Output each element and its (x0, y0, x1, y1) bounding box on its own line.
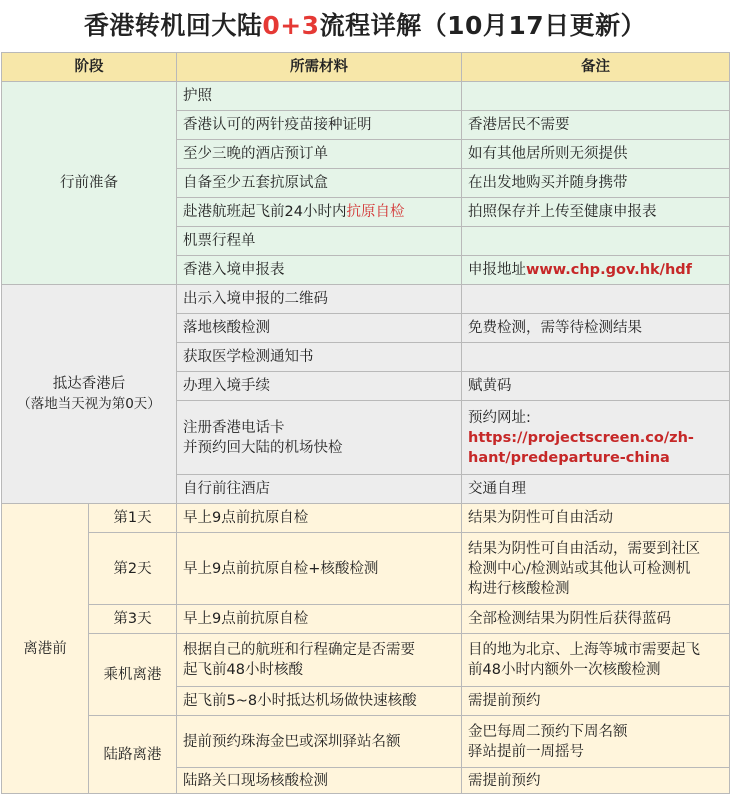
table-row (2, 504, 730, 533)
process-table (1, 52, 730, 794)
note-line: 检测中心/检测站或其他认可检测机 (468, 560, 691, 577)
table-row (2, 533, 730, 605)
note-cell: 香港居民不需要 (462, 111, 730, 140)
note-cell: 在出发地购买并随身携带 (462, 169, 730, 198)
note-cell: 交通自理 (462, 475, 730, 504)
note-cell: 结果为阴性可自由活动 (462, 504, 730, 533)
material-cell: 提前预约珠海金巴或深圳驿站名额 (177, 716, 462, 768)
note-cell (462, 82, 730, 111)
title-highlight: 0+3 (262, 11, 320, 40)
material-line: 起飞前48小时核酸 (183, 662, 303, 678)
material-cell: 早上9点前抗原自检+核酸检测 (177, 533, 462, 605)
material-line: 根据自己的航班和行程确定是否需要 (183, 642, 415, 658)
table-row (2, 605, 730, 634)
note-cell (462, 634, 730, 687)
material-cell: 早上9点前抗原自检 (177, 504, 462, 533)
note-cell: 全部检测结果为阴性后获得蓝码 (462, 605, 730, 634)
sub-stage-day1: 第1天 (89, 504, 177, 533)
sub-stage-day2: 第2天 (89, 533, 177, 605)
table-row (2, 82, 730, 111)
title-prefix: 香港转机回大陆 (83, 11, 263, 40)
table-row (2, 634, 730, 687)
hdf-link[interactable]: www.chp.gov.hk/hdf (526, 262, 692, 278)
header-materials: 所需材料 (177, 53, 462, 82)
header-stage: 阶段 (2, 53, 177, 82)
note-cell (462, 716, 730, 768)
note-line: 预约网址: (468, 409, 531, 426)
note-line: 金巴每周二预约下周名额 (468, 723, 628, 740)
material-cell: 起飞前5~8小时抵达机场做快速核酸 (177, 687, 462, 716)
material-cell: 获取医学检测通知书 (177, 343, 462, 372)
material-cell: 至少三晚的酒店预订单 (177, 140, 462, 169)
note-cell: 免费检测，需等待检测结果 (462, 314, 730, 343)
note-cell (462, 401, 730, 475)
material-cell: 自行前往酒店 (177, 475, 462, 504)
material-line: 注册香港电话卡 (183, 419, 285, 436)
material-cell: 香港认可的两针疫苗接种证明 (177, 111, 462, 140)
prebooking-link[interactable]: https://projectscreen.co/zh- (468, 429, 694, 446)
sub-stage-air: 乘机离港 (89, 634, 177, 716)
note-line: 驿站提前一周摇号 (468, 743, 584, 760)
note-cell (462, 256, 730, 285)
stage-before-departure: 离港前 (2, 504, 89, 794)
material-text: 赴港航班起飞前24小时内 (183, 204, 347, 220)
note-cell: 赋黄码 (462, 372, 730, 401)
material-cell: 机票行程单 (177, 227, 462, 256)
stage-pre-departure: 行前准备 (2, 82, 177, 285)
stage-arrival-title: 抵达香港后 (52, 376, 126, 392)
note-line: 结果为阴性可自由活动，需要到社区 (468, 540, 700, 557)
material-cell (177, 634, 462, 687)
note-cell: 需提前预约 (462, 687, 730, 716)
material-cell: 陆路关口现场核酸检测 (177, 768, 462, 794)
note-line: 目的地为北京、上海等城市需要起飞 (468, 642, 700, 658)
note-text: 申报地址 (468, 262, 526, 278)
note-cell (462, 285, 730, 314)
note-cell: 如有其他居所则无须提供 (462, 140, 730, 169)
page-title (0, 0, 730, 52)
material-cell: 出示入境申报的二维码 (177, 285, 462, 314)
sub-stage-day3: 第3天 (89, 605, 177, 634)
material-cell: 护照 (177, 82, 462, 111)
material-cell: 自备至少五套抗原试盒 (177, 169, 462, 198)
sub-stage-land: 陆路离港 (89, 716, 177, 794)
note-cell (462, 227, 730, 256)
header-notes: 备注 (462, 53, 730, 82)
table-row (2, 285, 730, 314)
stage-arrival-note: （落地当天视为第0天） (17, 396, 161, 412)
table-header-row (2, 53, 730, 82)
material-cell: 办理入境手续 (177, 372, 462, 401)
note-cell: 拍照保存并上传至健康申报表 (462, 198, 730, 227)
table-row (2, 716, 730, 768)
note-line: 构进行核酸检测 (468, 580, 570, 597)
antigen-highlight: 抗原自检 (346, 204, 405, 220)
material-cell: 早上9点前抗原自检 (177, 605, 462, 634)
material-cell (177, 401, 462, 475)
prebooking-link-cont[interactable]: hant/predeparture-china (468, 449, 670, 466)
material-line: 并预约回大陆的机场快检 (183, 439, 343, 456)
material-cell (177, 198, 462, 227)
note-cell: 需提前预约 (462, 768, 730, 794)
material-cell: 香港入境申报表 (177, 256, 462, 285)
stage-arrival (2, 285, 177, 504)
material-cell: 落地核酸检测 (177, 314, 462, 343)
title-suffix: 流程详解（10月17日更新） (319, 11, 647, 40)
note-cell (462, 343, 730, 372)
note-line: 前48小时内额外一次核酸检测 (468, 662, 661, 678)
note-cell (462, 533, 730, 605)
